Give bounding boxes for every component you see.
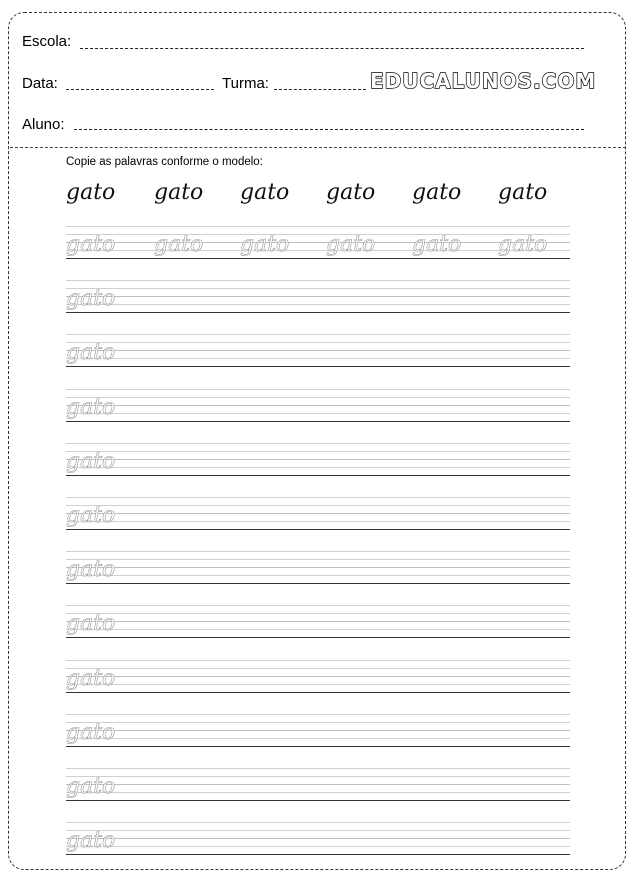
class-field[interactable] (274, 89, 366, 90)
writing-baseline (66, 692, 570, 693)
trace-word: gato (66, 503, 116, 528)
guide-line (66, 846, 570, 847)
guide-line (66, 443, 570, 444)
writing-baseline (66, 421, 570, 422)
writing-baseline (66, 800, 570, 801)
trace-word: gato (498, 232, 548, 257)
trace-word: gato (154, 232, 204, 257)
model-word: gato (326, 180, 376, 205)
guide-line (66, 413, 570, 414)
guide-line (66, 497, 570, 498)
guide-line (66, 567, 570, 568)
trace-word: gato (66, 719, 116, 745)
guide-line (66, 559, 570, 560)
guide-line (66, 660, 570, 661)
guide-line (66, 358, 570, 359)
guide-line (66, 397, 570, 398)
model-word: gato (66, 180, 116, 205)
guide-line (66, 776, 570, 777)
guide-line (66, 629, 570, 630)
trace-word: gato (66, 828, 116, 854)
trace-word: gato (66, 774, 116, 799)
guide-line (66, 451, 570, 452)
trace-word: gato (66, 286, 116, 312)
guide-line (66, 280, 570, 281)
model-word: gato (498, 180, 548, 205)
trace-word: gato (66, 448, 116, 474)
writing-baseline (66, 637, 570, 638)
writing-baseline (66, 854, 570, 855)
guide-line (66, 350, 570, 351)
student-label: Aluno: (22, 116, 65, 133)
writing-baseline (66, 258, 570, 259)
guide-line (66, 334, 570, 335)
guide-line (66, 389, 570, 390)
trace-word: gato (66, 611, 116, 637)
guide-line (66, 575, 570, 576)
class-label: Turma: (222, 75, 269, 92)
guide-line (66, 621, 570, 622)
school-field[interactable] (80, 48, 584, 49)
guide-line (66, 722, 570, 723)
guide-line (66, 250, 570, 251)
guide-line (66, 342, 570, 343)
writing-baseline (66, 583, 570, 584)
guide-line (66, 288, 570, 289)
writing-baseline (66, 366, 570, 367)
trace-word: gato (326, 232, 376, 257)
guide-line (66, 730, 570, 731)
guide-line (66, 668, 570, 669)
guide-line (66, 304, 570, 305)
guide-line (66, 226, 570, 227)
model-word: gato (154, 180, 204, 205)
student-field[interactable] (74, 129, 584, 130)
trace-word: gato (66, 394, 116, 420)
guide-line (66, 822, 570, 823)
guide-line (66, 684, 570, 685)
guide-line (66, 676, 570, 677)
guide-line (66, 296, 570, 297)
header-separator (10, 147, 626, 148)
trace-word: gato (66, 665, 116, 691)
trace-word: gato (66, 557, 116, 583)
guide-line (66, 738, 570, 739)
guide-line (66, 521, 570, 522)
guide-line (66, 784, 570, 785)
guide-line (66, 405, 570, 406)
guide-line (66, 613, 570, 614)
educalunos-logo: EDUCALUNOS.COM (370, 69, 597, 93)
trace-word: gato (66, 340, 116, 366)
writing-baseline (66, 746, 570, 747)
trace-word: gato (66, 232, 116, 257)
guide-line (66, 830, 570, 831)
guide-line (66, 505, 570, 506)
date-label: Data: (22, 75, 58, 92)
guide-line (66, 792, 570, 793)
guide-line (66, 551, 570, 552)
writing-baseline (66, 312, 570, 313)
writing-baseline (66, 529, 570, 530)
trace-word: gato (240, 232, 290, 257)
guide-line (66, 467, 570, 468)
guide-line (66, 768, 570, 769)
date-field[interactable] (66, 89, 214, 90)
guide-line (66, 234, 570, 235)
guide-line (66, 459, 570, 460)
instructions: Copie as palavras conforme o modelo: (66, 156, 263, 168)
trace-word: gato (412, 232, 462, 257)
guide-line (66, 242, 570, 243)
guide-line (66, 838, 570, 839)
model-word: gato (412, 180, 462, 205)
writing-baseline (66, 475, 570, 476)
school-label: Escola: (22, 33, 72, 50)
guide-line (66, 605, 570, 606)
model-word: gato (240, 180, 290, 205)
guide-line (66, 714, 570, 715)
guide-line (66, 513, 570, 514)
